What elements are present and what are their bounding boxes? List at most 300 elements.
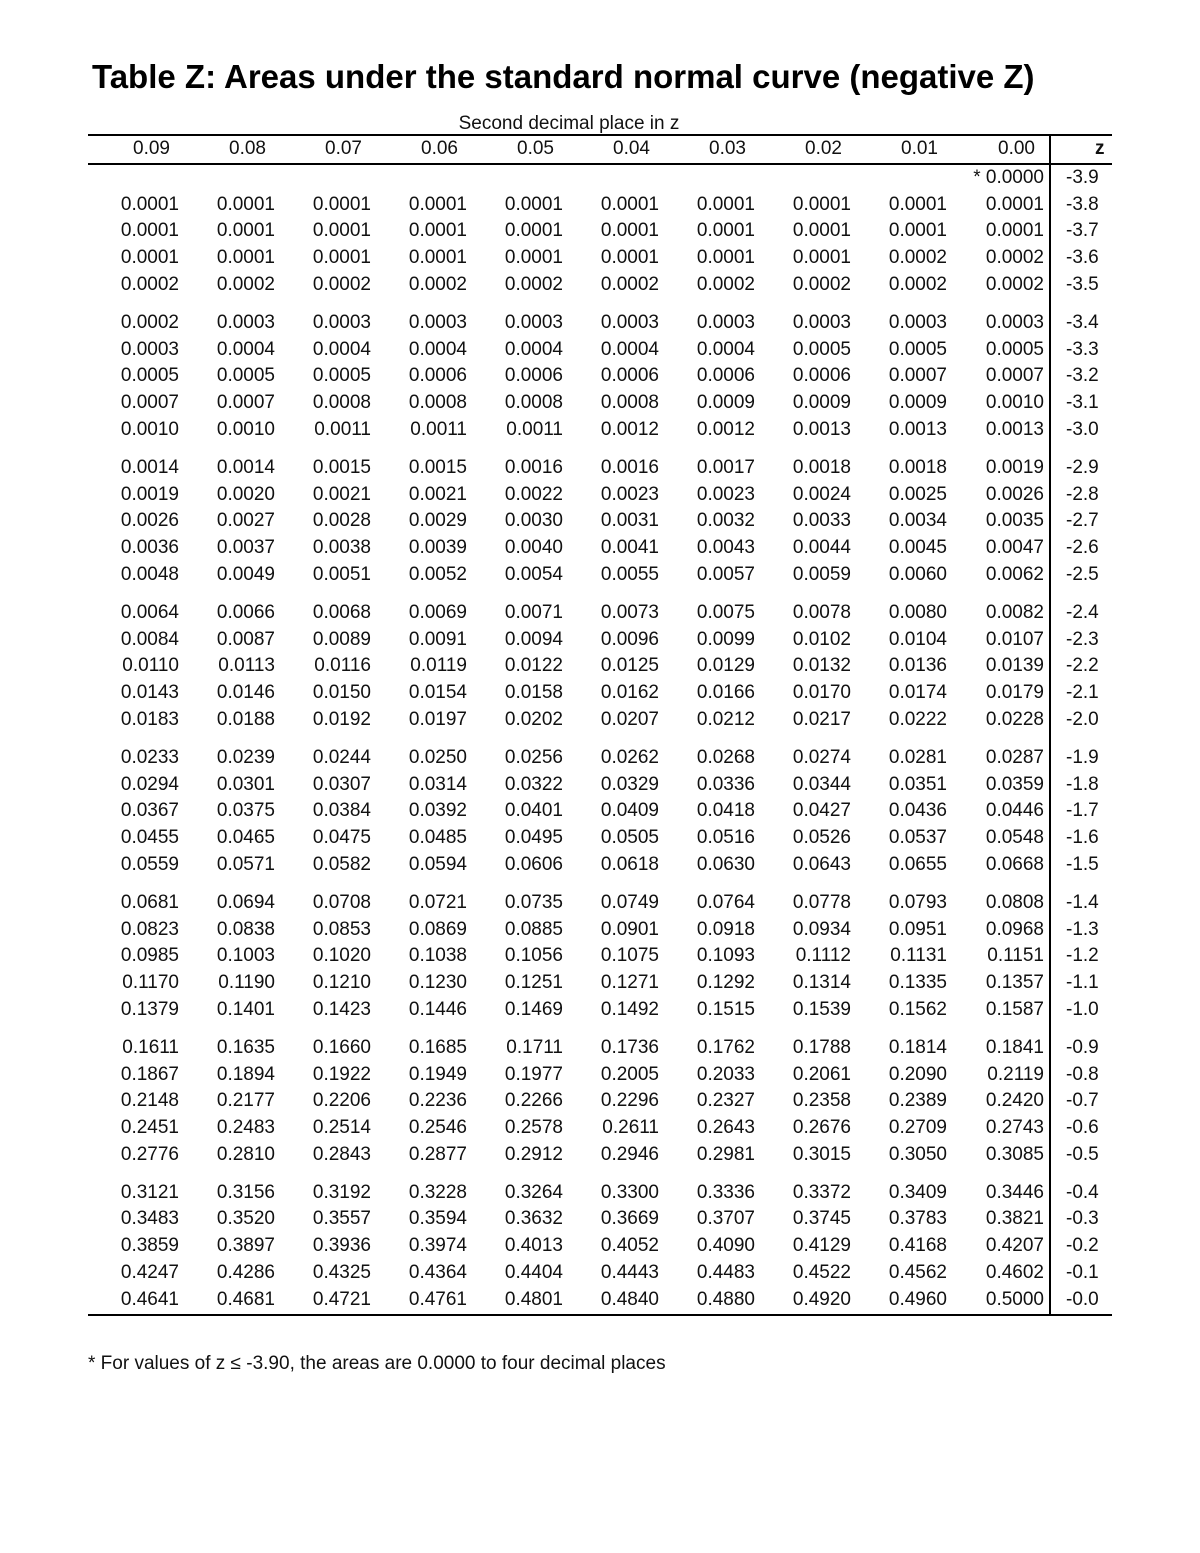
- area-cell: 0.0885: [504, 918, 563, 940]
- area-cell: 0.0001: [408, 220, 467, 242]
- table-row: [88, 562, 1112, 589]
- area-cell: 0.4562: [888, 1262, 947, 1284]
- area-cell: 0.0006: [600, 365, 659, 387]
- area-cell: 0.0002: [696, 273, 755, 295]
- area-cell: 0.1736: [600, 1036, 659, 1058]
- z-value-cell: -1.2: [1050, 943, 1112, 970]
- area-cell: 0.0031: [600, 510, 659, 532]
- z-value-cell: -0.3: [1050, 1206, 1112, 1233]
- area-cell: 0.2877: [408, 1143, 467, 1165]
- area-cell: [664, 164, 760, 192]
- area-cell: 0.2327: [696, 1090, 755, 1112]
- area-cell: [376, 164, 472, 192]
- area-cell: 0.0006: [696, 365, 755, 387]
- area-cell: 0.0116: [314, 655, 371, 677]
- area-cell: 0.0018: [792, 456, 851, 478]
- area-cell: 0.0045: [888, 537, 947, 559]
- area-cell: 0.3264: [504, 1181, 563, 1203]
- area-cell: 0.0080: [888, 601, 947, 623]
- column-header: 0.00: [998, 138, 1035, 159]
- area-cell: 0.0028: [312, 510, 371, 532]
- area-cell: 0.0037: [216, 537, 275, 559]
- table-row: [88, 390, 1112, 417]
- table-row: [88, 482, 1112, 509]
- table-row: [88, 218, 1112, 245]
- area-cell: 0.1977: [504, 1063, 563, 1085]
- z-value-cell: -0.5: [1050, 1142, 1112, 1169]
- area-cell: 0.1894: [216, 1063, 275, 1085]
- area-cell: 0.0681: [120, 891, 179, 913]
- area-cell: [88, 164, 184, 192]
- area-cell: 0.1003: [216, 945, 275, 967]
- area-cell: 0.0003: [696, 311, 755, 333]
- area-cell: 0.0005: [312, 365, 371, 387]
- z-value-cell: -2.0: [1050, 707, 1112, 734]
- area-cell: 0.0392: [408, 800, 467, 822]
- area-cell: 0.0015: [312, 456, 371, 478]
- area-cell: 0.1112: [795, 945, 851, 967]
- area-cell: 0.0174: [888, 682, 947, 704]
- area-cell: 0.0212: [696, 708, 755, 730]
- area-cell: 0.0014: [216, 456, 275, 478]
- area-cell: 0.0002: [792, 273, 851, 295]
- z-value-cell: -2.6: [1050, 535, 1112, 562]
- area-cell: 0.0034: [888, 510, 947, 532]
- area-cell: [184, 164, 280, 192]
- area-cell: 0.0011: [506, 418, 563, 440]
- area-cell: 0.0003: [216, 311, 275, 333]
- area-cell: 0.1357: [985, 972, 1044, 994]
- area-cell: 0.1151: [987, 945, 1044, 967]
- area-cell: 0.0001: [408, 193, 467, 215]
- area-cell: 0.1401: [216, 998, 275, 1020]
- area-cell: 0.3669: [600, 1208, 659, 1230]
- area-cell: 0.0008: [600, 392, 659, 414]
- area-cell: 0.0427: [792, 800, 851, 822]
- area-cell: 0.1292: [696, 972, 755, 994]
- area-cell: 0.0301: [216, 773, 275, 795]
- area-cell: 0.0951: [888, 918, 947, 940]
- area-cell: 0.0559: [120, 853, 179, 875]
- column-header: 0.09: [133, 138, 170, 159]
- table-row: [88, 444, 1112, 482]
- area-cell: 0.0793: [888, 891, 947, 913]
- table-row: [88, 337, 1112, 364]
- area-cell: 0.0003: [312, 311, 371, 333]
- area-cell: 0.0054: [504, 563, 563, 585]
- area-cell: 0.0136: [888, 655, 947, 677]
- column-header: 0.05: [517, 138, 554, 159]
- area-cell: 0.0307: [312, 773, 371, 795]
- area-cell: 0.0059: [792, 563, 851, 585]
- area-cell: 0.0571: [216, 853, 275, 875]
- column-header-row: [88, 135, 1112, 164]
- area-cell: 0.0122: [504, 655, 563, 677]
- area-cell: 0.0104: [888, 628, 947, 650]
- area-cell: 0.0694: [216, 891, 275, 913]
- area-cell: 0.3050: [888, 1143, 947, 1165]
- area-cell: 0.0004: [312, 338, 371, 360]
- area-cell: 0.4641: [120, 1288, 179, 1310]
- area-cell: 0.0749: [600, 891, 659, 913]
- area-cell: 0.4681: [216, 1288, 275, 1310]
- area-cell: 0.1587: [985, 998, 1044, 1020]
- area-cell: 0.0166: [696, 682, 755, 704]
- area-cell: 0.3632: [504, 1208, 563, 1230]
- area-cell: 0.0026: [120, 510, 179, 532]
- area-cell: 0.0170: [792, 682, 851, 704]
- table-row: [88, 997, 1112, 1024]
- area-cell: 0.3015: [792, 1143, 851, 1165]
- z-value-cell: -3.4: [1050, 299, 1112, 337]
- area-cell: [280, 164, 376, 192]
- area-cell: 0.0001: [696, 220, 755, 242]
- column-header: 0.07: [325, 138, 362, 159]
- area-cell: 0.0001: [792, 220, 851, 242]
- area-cell: 0.0001: [120, 193, 179, 215]
- area-cell: 0.3859: [120, 1235, 179, 1257]
- area-cell: 0.3372: [792, 1181, 851, 1203]
- z-value-cell: -1.1: [1050, 970, 1112, 997]
- area-cell: 0.3594: [408, 1208, 467, 1230]
- area-cell: 0.0002: [985, 247, 1044, 269]
- area-cell: 0.2578: [504, 1117, 563, 1139]
- area-cell: 0.0033: [792, 510, 851, 532]
- area-cell: 0.0003: [985, 311, 1044, 333]
- z-value-cell: -2.3: [1050, 627, 1112, 654]
- area-cell: 0.3446: [985, 1181, 1044, 1203]
- area-cell: 0.1562: [888, 998, 947, 1020]
- table-row: [88, 917, 1112, 944]
- area-cell: 0.0188: [216, 708, 275, 730]
- area-cell: 0.0030: [504, 510, 563, 532]
- area-cell: 0.4168: [888, 1235, 947, 1257]
- area-cell: 0.0007: [216, 392, 275, 414]
- area-cell: 0.0002: [408, 273, 467, 295]
- area-cell: 0.0036: [120, 537, 179, 559]
- area-cell: 0.3520: [216, 1208, 275, 1230]
- area-cell: 0.0041: [600, 537, 659, 559]
- area-cell: 0.0055: [600, 563, 659, 585]
- area-cell: 0.0038: [312, 537, 371, 559]
- area-cell: 0.0001: [120, 247, 179, 269]
- area-cell: 0.0007: [985, 365, 1044, 387]
- area-cell: 0.4602: [985, 1262, 1044, 1284]
- area-cell: 0.0150: [312, 682, 371, 704]
- table-row: [88, 245, 1112, 272]
- area-cell: 0.0007: [888, 365, 947, 387]
- area-cell: 0.0526: [792, 827, 851, 849]
- area-cell: 0.0268: [696, 746, 755, 768]
- area-cell: 0.0039: [408, 537, 467, 559]
- table-row: [88, 299, 1112, 337]
- area-cell: 0.0125: [600, 655, 659, 677]
- area-cell: 0.1190: [218, 972, 275, 994]
- area-cell: 0.0322: [504, 773, 563, 795]
- area-cell: 0.2451: [120, 1117, 179, 1139]
- area-cell: 0.2611: [602, 1117, 659, 1139]
- z-value-cell: -1.7: [1050, 798, 1112, 825]
- z-value-cell: -3.2: [1050, 363, 1112, 390]
- area-cell: 0.0129: [696, 655, 755, 677]
- area-cell: 0.0084: [120, 628, 179, 650]
- area-cell: 0.2389: [888, 1090, 947, 1112]
- z-value-cell: -1.9: [1050, 734, 1112, 772]
- area-cell: 0.0002: [120, 273, 179, 295]
- area-cell: 0.0021: [312, 483, 371, 505]
- area-cell: 0.0446: [985, 800, 1044, 822]
- area-cell: 0.0048: [120, 563, 179, 585]
- area-cell: 0.0002: [985, 273, 1044, 295]
- area-cell: 0.0001: [888, 220, 947, 242]
- area-cell: 0.0143: [120, 682, 179, 704]
- z-value-cell: -2.4: [1050, 589, 1112, 627]
- table-row: [88, 363, 1112, 390]
- z-value-cell: -2.7: [1050, 508, 1112, 535]
- area-cell: 0.2546: [408, 1117, 467, 1139]
- area-cell: 0.0003: [408, 311, 467, 333]
- area-cell: 0.0073: [600, 601, 659, 623]
- area-cell: 0.0001: [408, 247, 467, 269]
- table-row: [88, 589, 1112, 627]
- area-cell: 0.4443: [600, 1262, 659, 1284]
- area-cell: 0.1515: [696, 998, 755, 1020]
- area-cell: 0.0008: [504, 392, 563, 414]
- area-cell: 0.0853: [312, 918, 371, 940]
- area-cell: 0.0838: [216, 918, 275, 940]
- area-cell: 0.0001: [696, 247, 755, 269]
- z-value-cell: -2.2: [1050, 653, 1112, 680]
- area-cell: 0.0003: [504, 311, 563, 333]
- area-cell: 0.0010: [216, 418, 275, 440]
- area-cell: 0.0643: [792, 853, 851, 875]
- area-cell: 0.1423: [312, 998, 371, 1020]
- area-cell: 0.0004: [216, 338, 275, 360]
- area-cell: 0.0708: [312, 891, 371, 913]
- area-cell: 0.0001: [600, 247, 659, 269]
- area-cell: 0.1711: [506, 1036, 563, 1058]
- area-cell: 0.0409: [600, 800, 659, 822]
- area-cell: 0.0202: [504, 708, 563, 730]
- area-cell: 0.0505: [600, 827, 659, 849]
- area-cell: 0.0548: [985, 827, 1044, 849]
- table-row: [88, 852, 1112, 879]
- area-cell: 0.0005: [216, 365, 275, 387]
- area-cell: 0.0294: [120, 773, 179, 795]
- table-row: [88, 772, 1112, 799]
- area-cell: 0.0239: [216, 746, 275, 768]
- area-cell: 0.0495: [504, 827, 563, 849]
- page-title: Table Z: Areas under the standard normal curve (negative Z): [92, 58, 1035, 95]
- z-value-cell: -3.7: [1050, 218, 1112, 245]
- area-cell: 0.2033: [696, 1063, 755, 1085]
- area-cell: 0.2148: [120, 1090, 179, 1112]
- table-row: [88, 1062, 1112, 1089]
- table-row: [88, 1260, 1112, 1287]
- area-cell: 0.1611: [122, 1036, 179, 1058]
- table-row: [88, 627, 1112, 654]
- area-cell: 0.1446: [408, 998, 467, 1020]
- z-value-cell: -1.5: [1050, 852, 1112, 879]
- area-cell: 0.0001: [504, 220, 563, 242]
- area-cell: 0.1075: [600, 945, 659, 967]
- area-cell: 0.0314: [408, 773, 467, 795]
- table-row: [88, 272, 1112, 299]
- area-cell: 0.0071: [504, 601, 563, 623]
- area-cell: 0.0183: [120, 708, 179, 730]
- area-cell: 0.0735: [504, 891, 563, 913]
- area-cell: 0.0021: [408, 483, 467, 505]
- area-cell: 0.0001: [312, 220, 371, 242]
- area-cell: 0.4090: [696, 1235, 755, 1257]
- area-cell: 0.0009: [792, 392, 851, 414]
- area-cell: 0.4761: [408, 1288, 467, 1310]
- area-cell: 0.0113: [218, 655, 275, 677]
- z-column-header: z: [1050, 135, 1112, 164]
- area-cell: 0.0222: [888, 708, 947, 730]
- area-cell: 0.0003: [120, 338, 179, 360]
- area-cell: 0.0287: [985, 746, 1044, 768]
- area-cell: 0.1314: [792, 972, 851, 994]
- area-cell: 0.0089: [312, 628, 371, 650]
- area-cell: 0.1788: [792, 1036, 851, 1058]
- area-cell: 0.0001: [600, 193, 659, 215]
- z-value-cell: -1.8: [1050, 772, 1112, 799]
- area-cell: 0.0418: [696, 800, 755, 822]
- area-cell: 0.0162: [600, 682, 659, 704]
- area-cell: 0.0006: [792, 365, 851, 387]
- z-value-cell: -2.8: [1050, 482, 1112, 509]
- area-cell: 0.0010: [120, 418, 179, 440]
- z-value-cell: -0.2: [1050, 1233, 1112, 1260]
- z-value-cell: -0.8: [1050, 1062, 1112, 1089]
- area-cell: 0.0436: [888, 800, 947, 822]
- area-cell: [856, 164, 952, 192]
- area-cell: 0.3409: [888, 1181, 947, 1203]
- area-cell: 0.0001: [792, 193, 851, 215]
- area-cell: 0.0010: [985, 392, 1044, 414]
- area-cell: 0.0250: [408, 746, 467, 768]
- area-cell: 0.2177: [216, 1090, 275, 1112]
- area-cell: 0.1230: [408, 972, 467, 994]
- area-cell: 0.2743: [985, 1117, 1044, 1139]
- area-cell: 0.0618: [600, 853, 659, 875]
- area-cell: 0.4404: [504, 1262, 563, 1284]
- table-row: [88, 1233, 1112, 1260]
- area-cell: 0.3085: [985, 1143, 1044, 1165]
- area-cell: 0.3300: [600, 1181, 659, 1203]
- area-cell: 0.0630: [696, 853, 755, 875]
- area-cell: 0.2776: [120, 1143, 179, 1165]
- column-header: 0.04: [613, 138, 650, 159]
- area-cell: 0.0044: [792, 537, 851, 559]
- area-cell: 0.0005: [888, 338, 947, 360]
- area-cell: 0.0069: [408, 601, 467, 623]
- area-cell: 0.0001: [888, 193, 947, 215]
- area-cell: 0.0066: [216, 601, 275, 623]
- area-cell: 0.0002: [888, 247, 947, 269]
- area-cell: 0.0016: [504, 456, 563, 478]
- table-row: [88, 535, 1112, 562]
- area-cell: 0.1922: [312, 1063, 371, 1085]
- area-cell: 0.4247: [120, 1262, 179, 1284]
- area-cell: [760, 164, 856, 192]
- area-cell: 0.3745: [792, 1208, 851, 1230]
- area-cell: 0.0006: [504, 365, 563, 387]
- area-cell: 0.2981: [696, 1143, 755, 1165]
- area-cell: 0.0516: [696, 827, 755, 849]
- area-cell: 0.0001: [216, 220, 275, 242]
- area-cell: 0.0329: [600, 773, 659, 795]
- area-cell: 0.1635: [216, 1036, 275, 1058]
- area-cell: 0.0107: [985, 628, 1044, 650]
- area-cell: 0.3156: [216, 1181, 275, 1203]
- z-value-cell: -0.9: [1050, 1024, 1112, 1062]
- area-cell: 0.0192: [312, 708, 371, 730]
- area-cell: 0.0455: [120, 827, 179, 849]
- z-value-cell: -1.3: [1050, 917, 1112, 944]
- area-cell: 0.3557: [312, 1208, 371, 1230]
- area-cell: 0.1660: [312, 1036, 371, 1058]
- area-cell: 0.0901: [600, 918, 659, 940]
- area-cell: 0.0027: [216, 510, 275, 532]
- area-cell: [472, 164, 568, 192]
- table-row: [88, 653, 1112, 680]
- area-cell: 0.0043: [696, 537, 755, 559]
- z-value-cell: -3.0: [1050, 417, 1112, 444]
- column-header: 0.08: [229, 138, 266, 159]
- area-cell: 0.3228: [408, 1181, 467, 1203]
- area-cell: 0.0012: [696, 418, 755, 440]
- area-cell: 0.0001: [600, 220, 659, 242]
- area-cell: 0.0064: [120, 601, 179, 623]
- area-cell: 0.2206: [312, 1090, 371, 1112]
- area-cell: 0.4522: [792, 1262, 851, 1284]
- area-cell: [568, 164, 664, 192]
- area-cell: 0.0001: [216, 247, 275, 269]
- area-cell: 0.0110: [122, 655, 179, 677]
- area-cell: 0.0082: [985, 601, 1044, 623]
- area-cell: 0.0024: [792, 483, 851, 505]
- area-cell: 0.0060: [888, 563, 947, 585]
- z-value-cell: -0.1: [1050, 1260, 1112, 1287]
- area-cell: 0.0013: [792, 418, 851, 440]
- area-cell: 0.0001: [985, 193, 1044, 215]
- area-cell: 0.4920: [792, 1288, 851, 1310]
- area-cell: 0.0274: [792, 746, 851, 768]
- area-cell: 0.0475: [312, 827, 371, 849]
- area-cell: 0.2514: [312, 1117, 371, 1139]
- area-cell: 0.0001: [985, 220, 1044, 242]
- area-cell: 0.0281: [888, 746, 947, 768]
- area-cell: 0.0537: [888, 827, 947, 849]
- area-cell: 0.2676: [792, 1117, 851, 1139]
- area-cell: 0.0091: [408, 628, 467, 650]
- table-row: [88, 508, 1112, 535]
- table-row: [88, 1088, 1112, 1115]
- area-cell: 0.1492: [600, 998, 659, 1020]
- area-cell: 0.0002: [888, 273, 947, 295]
- area-cell: 0.3821: [985, 1208, 1044, 1230]
- area-cell: 0.0002: [504, 273, 563, 295]
- area-cell: 0.0068: [312, 601, 371, 623]
- area-cell: 0.0233: [120, 746, 179, 768]
- table-row: [88, 680, 1112, 707]
- area-cell: 0.0582: [312, 853, 371, 875]
- area-cell: 0.0002: [312, 273, 371, 295]
- area-cell: 0.0139: [985, 655, 1044, 677]
- table-row: [88, 1206, 1112, 1233]
